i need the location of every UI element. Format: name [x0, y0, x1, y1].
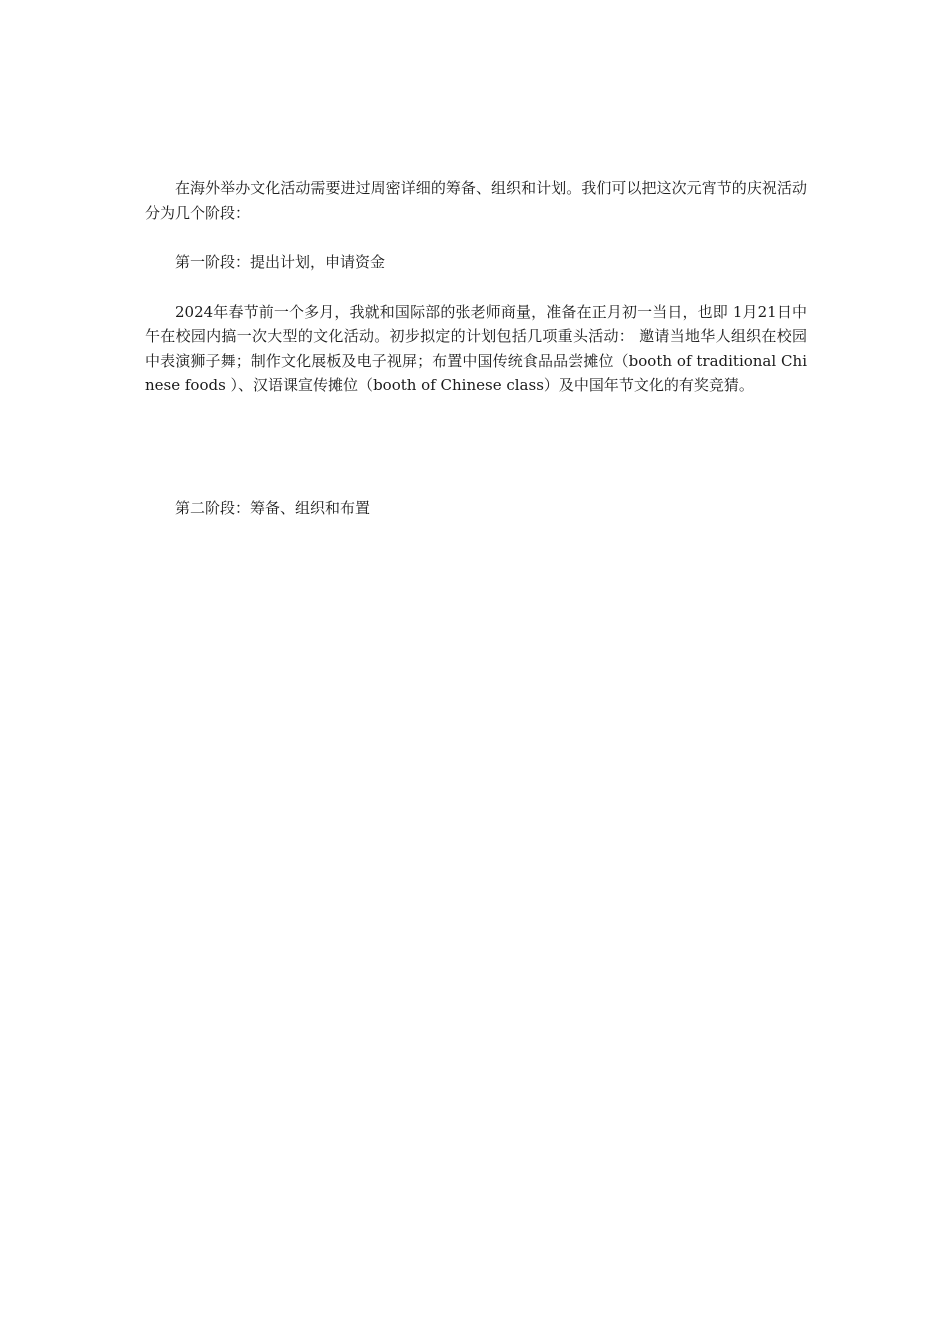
document-page — [145, 176, 807, 520]
stage-two-heading: 第二阶段：筹备、组织和布置 — [175, 498, 371, 517]
stage-one-paragraph: 2024年春节前一个多月，我就和国际部的张老师商量，准备在正月初一当日，也即 1月21日中午在校园内搞一次大型的文化活动。初步拟定的计划包括几项重头活动： 邀请当地华人组织在校园中表演狮子舞；制作文化展板及电子视屏；布置中国传统食品品尝摊位（booth of traditional Chinese foods ）、汉语课宣传摊位（booth of Chinese class）及中国年节文化的有奖竞猜。 — [145, 302, 807, 394]
stage-one-heading: 第一阶段：提出计划，申请资金 — [175, 253, 386, 271]
intro-paragraph: 在海外举办文化活动需要进过周密详细的筹备、组织和计划。我们可以把这次元宵节的庆祝活动分为几个阶段： — [145, 179, 807, 222]
